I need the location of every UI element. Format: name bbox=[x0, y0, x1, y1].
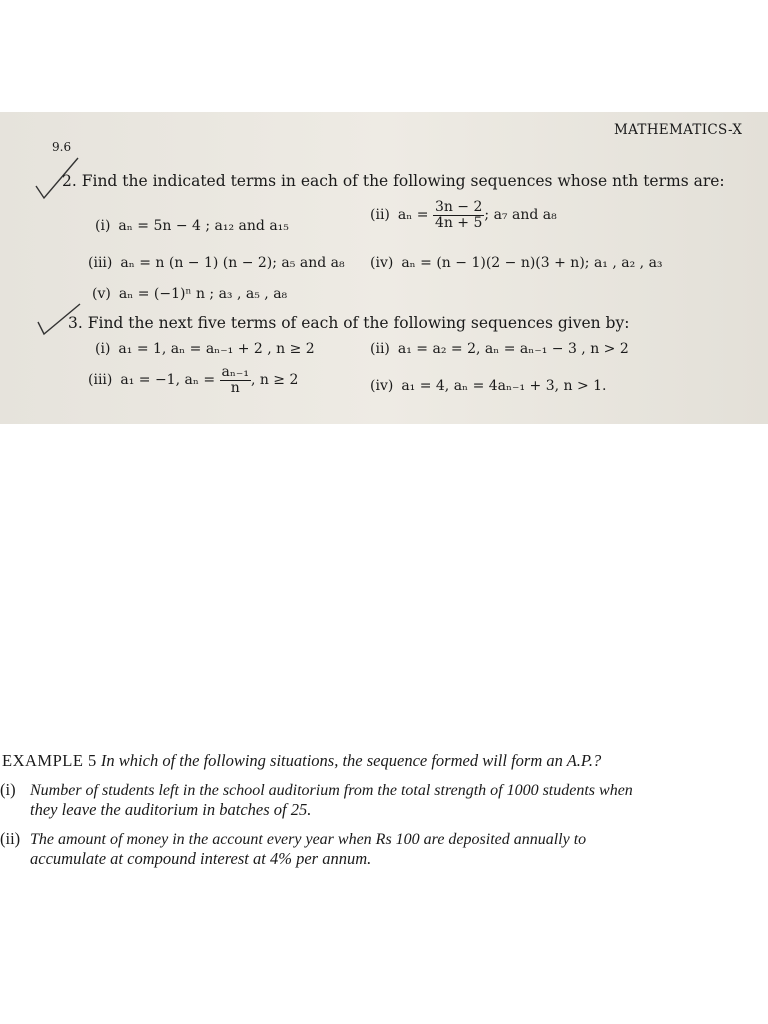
q3-item-ii: (ii) a₁ = a₂ = 2, aₙ = aₙ₋₁ − 3 , n > 2 bbox=[370, 341, 629, 357]
fraction: $\frac{3n - 2}{4n + 5}$ bbox=[434, 199, 483, 231]
q3-item-iii: (iii) a₁ = −1, aₙ = $\frac{\text{aₙ₋₁}}{n}$ , n ≥ 2 bbox=[88, 364, 299, 396]
example-heading bbox=[2, 751, 601, 771]
textbook-photo bbox=[0, 112, 768, 424]
question-number: 2. bbox=[62, 172, 77, 190]
example-part-ii: (ii) The amount of money in the account every year when Rs 100 are deposited annually to accumulate at compound interest at 4% per annum. bbox=[0, 829, 587, 868]
example-label: EXAMPLE 5 bbox=[2, 751, 97, 770]
q3-item-i: (i) a₁ = 1, aₙ = aₙ₋₁ + 2 , n ≥ 2 bbox=[95, 341, 315, 357]
question-number: 3. bbox=[68, 314, 83, 332]
question-text: Find the next five terms of each of the following sequences given by: bbox=[87, 314, 630, 332]
question-3 bbox=[68, 314, 629, 332]
q2-item-ii: (ii) aₙ = $\frac{3n - 2}{4n + 5}$ ; a₇ and a₈ bbox=[370, 199, 557, 231]
q2-item-v: (v) aₙ = (−1)ⁿ n ; a₃ , a₅ , a₈ bbox=[92, 286, 288, 302]
subject-header: MATHEMATICS-X bbox=[614, 122, 743, 138]
example-question: In which of the following situations, the sequence formed will form an A.P.? bbox=[100, 751, 602, 770]
fraction: $\frac{\text{aₙ₋₁}}{n}$ bbox=[221, 364, 249, 396]
question-text: Find the indicated terms in each of the following sequences whose nth terms are: bbox=[81, 172, 725, 190]
q2-item-iii: (iii) aₙ = n (n − 1) (n − 2); a₅ and a₈ bbox=[88, 255, 345, 271]
q2-item-iv: (iv) aₙ = (n − 1)(2 − n)(3 + n); a₁ , a₂ , a₃ bbox=[370, 255, 663, 271]
q2-item-i: (i) aₙ = 5n − 4 ; a₁₂ and a₁₅ bbox=[95, 218, 289, 234]
page-number: 9.6 bbox=[52, 140, 72, 154]
question-2 bbox=[62, 172, 725, 190]
example-part-i: (i) Number of students left in the school auditorium from the total strength of 1000 students when they leave the auditorium in batches of 25. bbox=[0, 780, 633, 819]
q3-item-iv: (iv) a₁ = 4, aₙ = 4aₙ₋₁ + 3, n > 1. bbox=[370, 378, 607, 394]
